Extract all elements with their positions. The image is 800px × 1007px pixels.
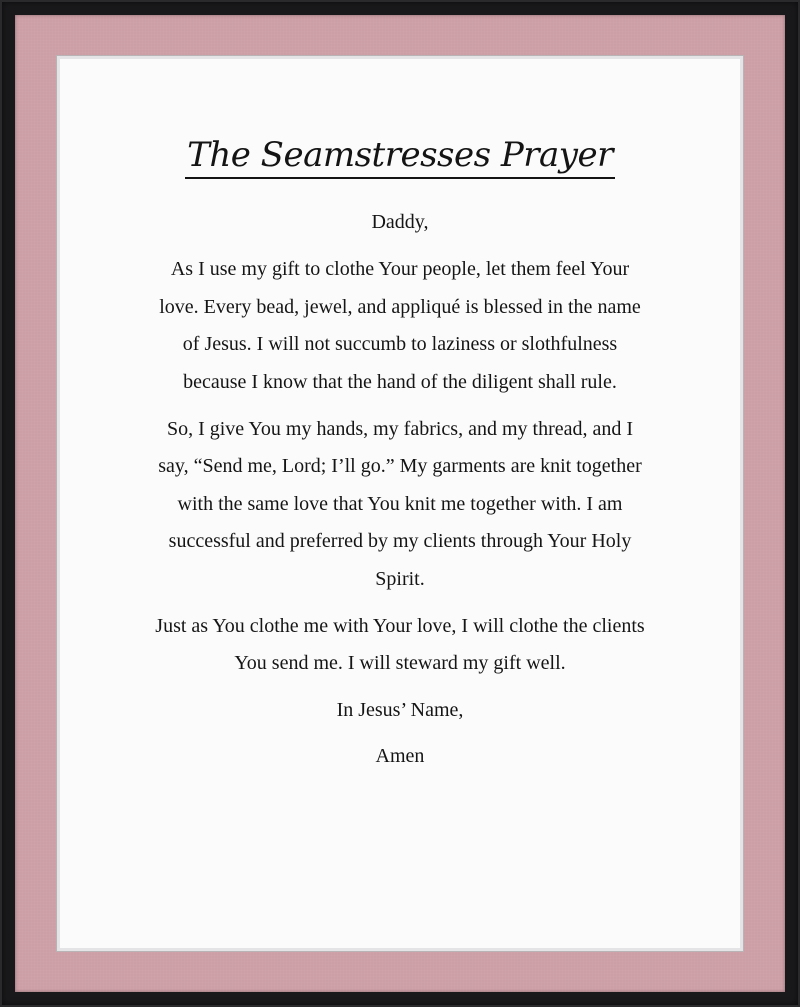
title-container xyxy=(0,135,800,179)
prayer-line: say, “Send me, Lord; I’ll go.” My garments are knit together xyxy=(158,455,642,477)
prayer-line: love. Every bead, jewel, and appliqué is blessed in the name xyxy=(159,296,641,318)
prayer-line: You send me. I will steward my gift well. xyxy=(234,652,566,674)
prayer-line: successful and preferred by my clients through Your Holy xyxy=(168,530,632,552)
prayer-title: The Seamstresses Prayer xyxy=(185,135,615,179)
closing-line: In Jesus’ Name, xyxy=(336,699,464,721)
prayer-line: Spirit. xyxy=(375,568,425,590)
amen-line: Amen xyxy=(375,745,425,767)
prayer-line: of Jesus. I will not succumb to laziness or slothfulness xyxy=(182,333,618,355)
salutation: Daddy, xyxy=(371,211,429,233)
prayer-line: with the same love that You knit me together with. I am xyxy=(177,493,623,515)
prayer-line: So, I give You my hands, my fabrics, and my thread, and I xyxy=(166,418,634,440)
prayer-line: As I use my gift to clothe Your people, let them feel Your xyxy=(170,258,630,280)
prayer-line: because I know that the hand of the diligent shall rule. xyxy=(183,371,617,393)
prayer-line: Just as You clothe me with Your love, I will clothe the clients xyxy=(155,615,645,637)
